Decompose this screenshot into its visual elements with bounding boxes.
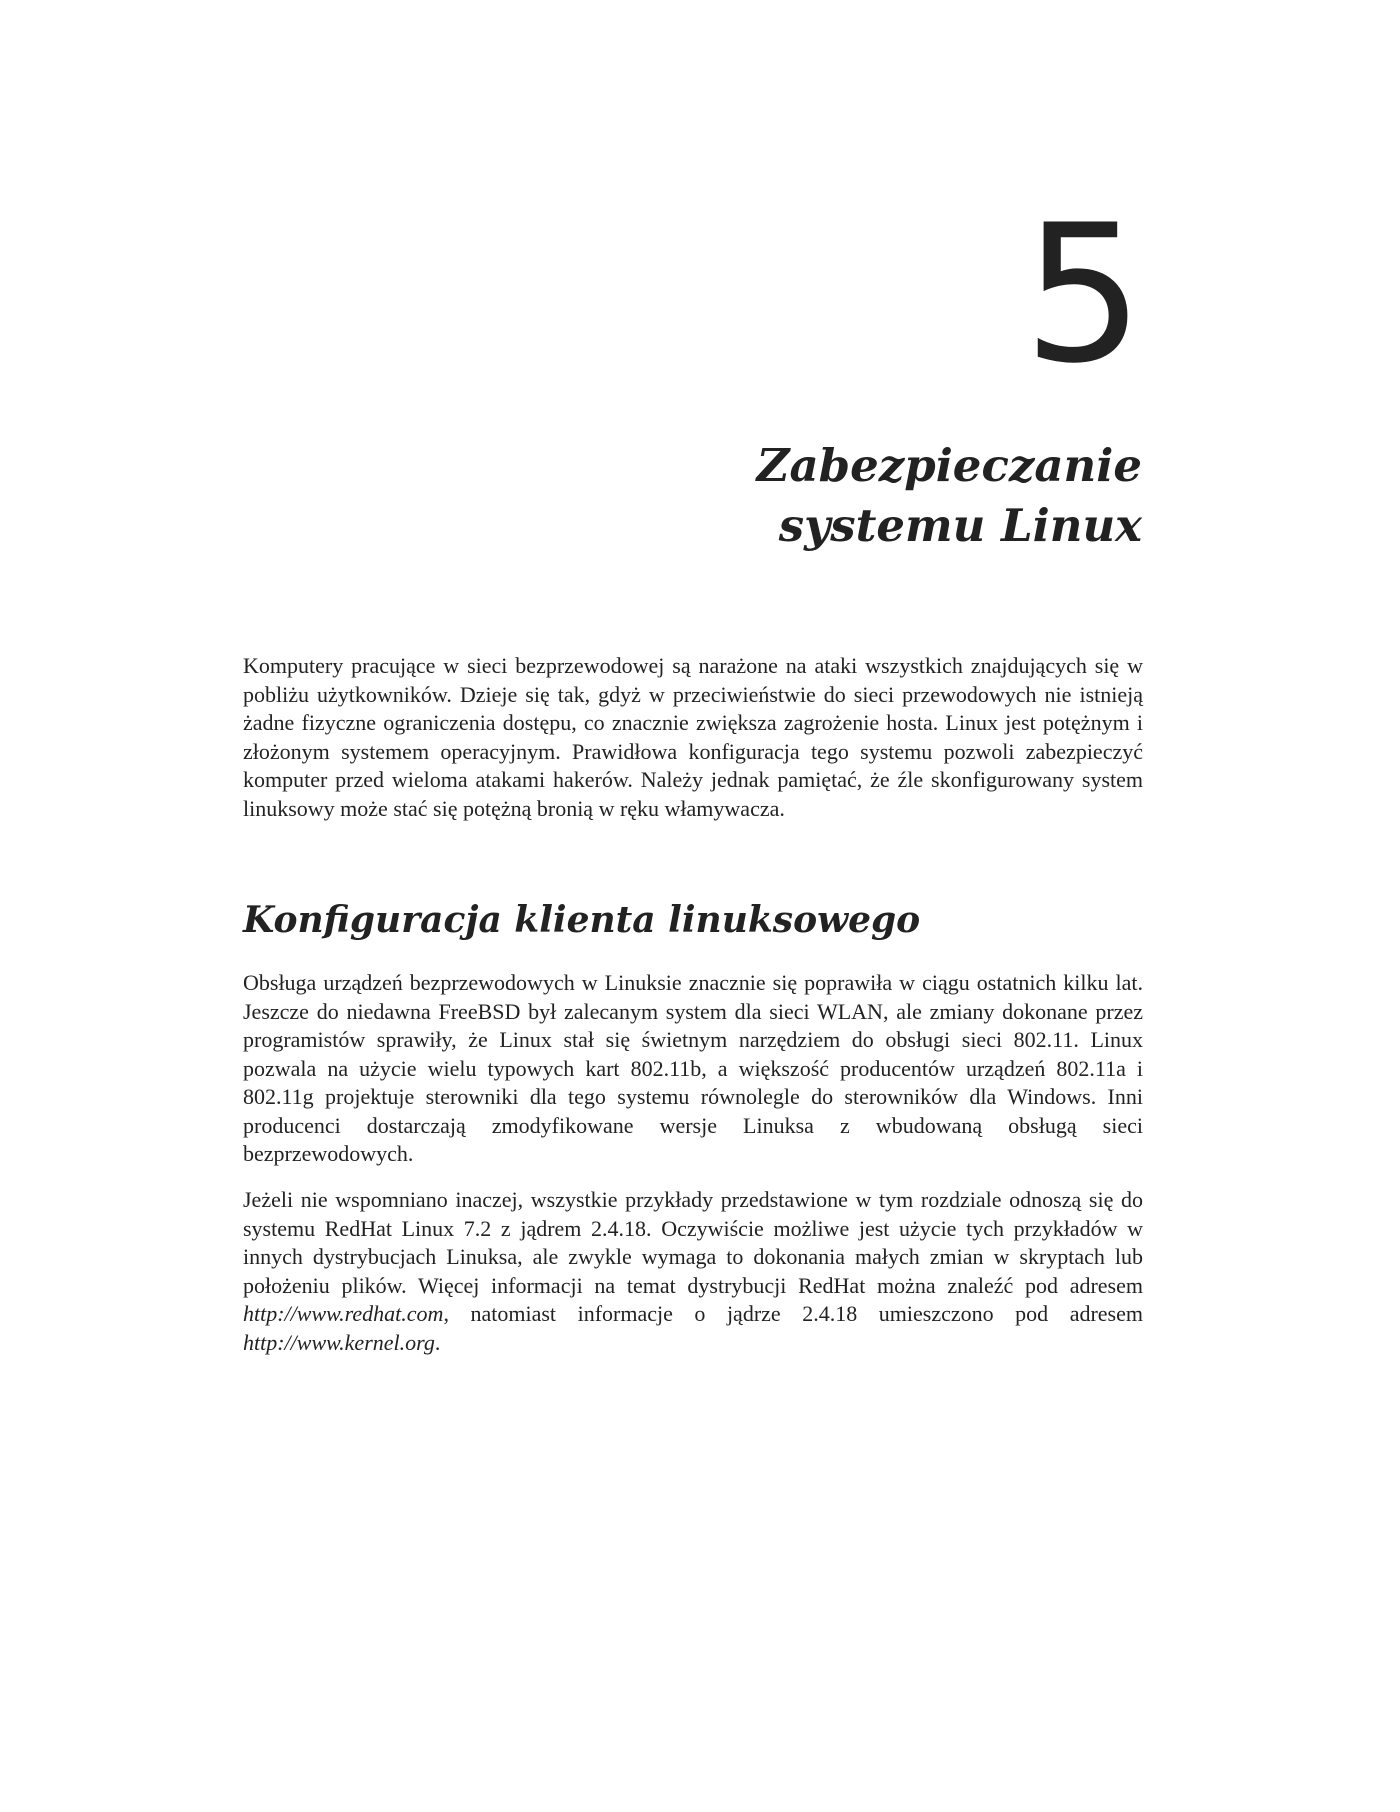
- chapter-title: [757, 436, 1142, 556]
- section-paragraph-1: Obsługa urządzeń bezprzewodowych w Linuksie znacznie się poprawiła w ciągu ostatnich kilku lat. Jeszcze do niedawna FreeBSD był zalecanym system dla sieci WLAN, ale zmiany dokonane przez programistów sprawiły, że Linux stał się świetnym narzędziem do obsługi sieci 802.11. Linux pozwala na użycie wielu typowych kart 802.11b, a większość producentów urządzeń 802.11a i 802.11g projektuje sterowniki dla tego systemu równolegle do sterowników dla Windows. Inni producenci dostarczają zmodyfikowane wersje Linuksa z wbudowaną obsługą sieci bezprzewodowych.: [243, 970, 1143, 1166]
- paragraph-2-text-a: Jeżeli nie wspomniano inaczej, wszystkie przykłady przedstawione w tym rozdziale odnoszą się do systemu RedHat Linux 7.2 z jądrem 2.4.18. Oczywiście możliwe jest użycie tych przykładów w innych dystrybucjach Linuksa, ale zwykle wymaga to dokonania małych zmian w skryptach lub położeniu plików. Więcej informacji na temat dystrybucji RedHat można znaleźć pod adresem: [243, 1187, 1143, 1298]
- paragraph-2-text-b: , natomiast informacje o jądrze 2.4.18 umieszczono pod adresem: [443, 1301, 1143, 1326]
- redhat-url-link[interactable]: http://www.redhat.com: [243, 1301, 444, 1326]
- chapter-title-line-1: Zabezpieczanie: [756, 439, 1142, 492]
- paragraph-2-text-c: .: [434, 1329, 441, 1355]
- section-paragraph-1-block: [243, 969, 1143, 1169]
- intro-paragraph: Komputery pracujące w sieci bezprzewodowej są narażone na ataki wszystkich znajdujących się w pobliżu użytkowników. Dzieje się tak, gdyż w przeciwieństwie do sieci przewodowych nie istnieją żadne fizyczne ograniczenia dostępu, co znacznie zwiększa zagrożenie hosta. Linux jest potężnym i złożonym systemem operacyjnym. Prawidłowa konfiguracja tego systemu pozwoli zabezpieczyć komputer przed wieloma atakami hakerów. Należy jednak pamiętać, że źle skonfigurowany system linuksowy może stać się potężną bronią w ręku włamywacza.: [243, 653, 1143, 821]
- section-paragraph-2-block: [243, 1186, 1143, 1357]
- section-heading: Konfiguracja klienta linuksowego: [243, 899, 921, 941]
- kernel-url-link[interactable]: http://www.kernel.org: [243, 1329, 435, 1355]
- chapter-number: 5: [1023, 184, 1144, 405]
- chapter-title-line-2: systemu Linux: [778, 499, 1142, 552]
- intro-block: [243, 652, 1143, 823]
- section-paragraph-2: [243, 1186, 1143, 1357]
